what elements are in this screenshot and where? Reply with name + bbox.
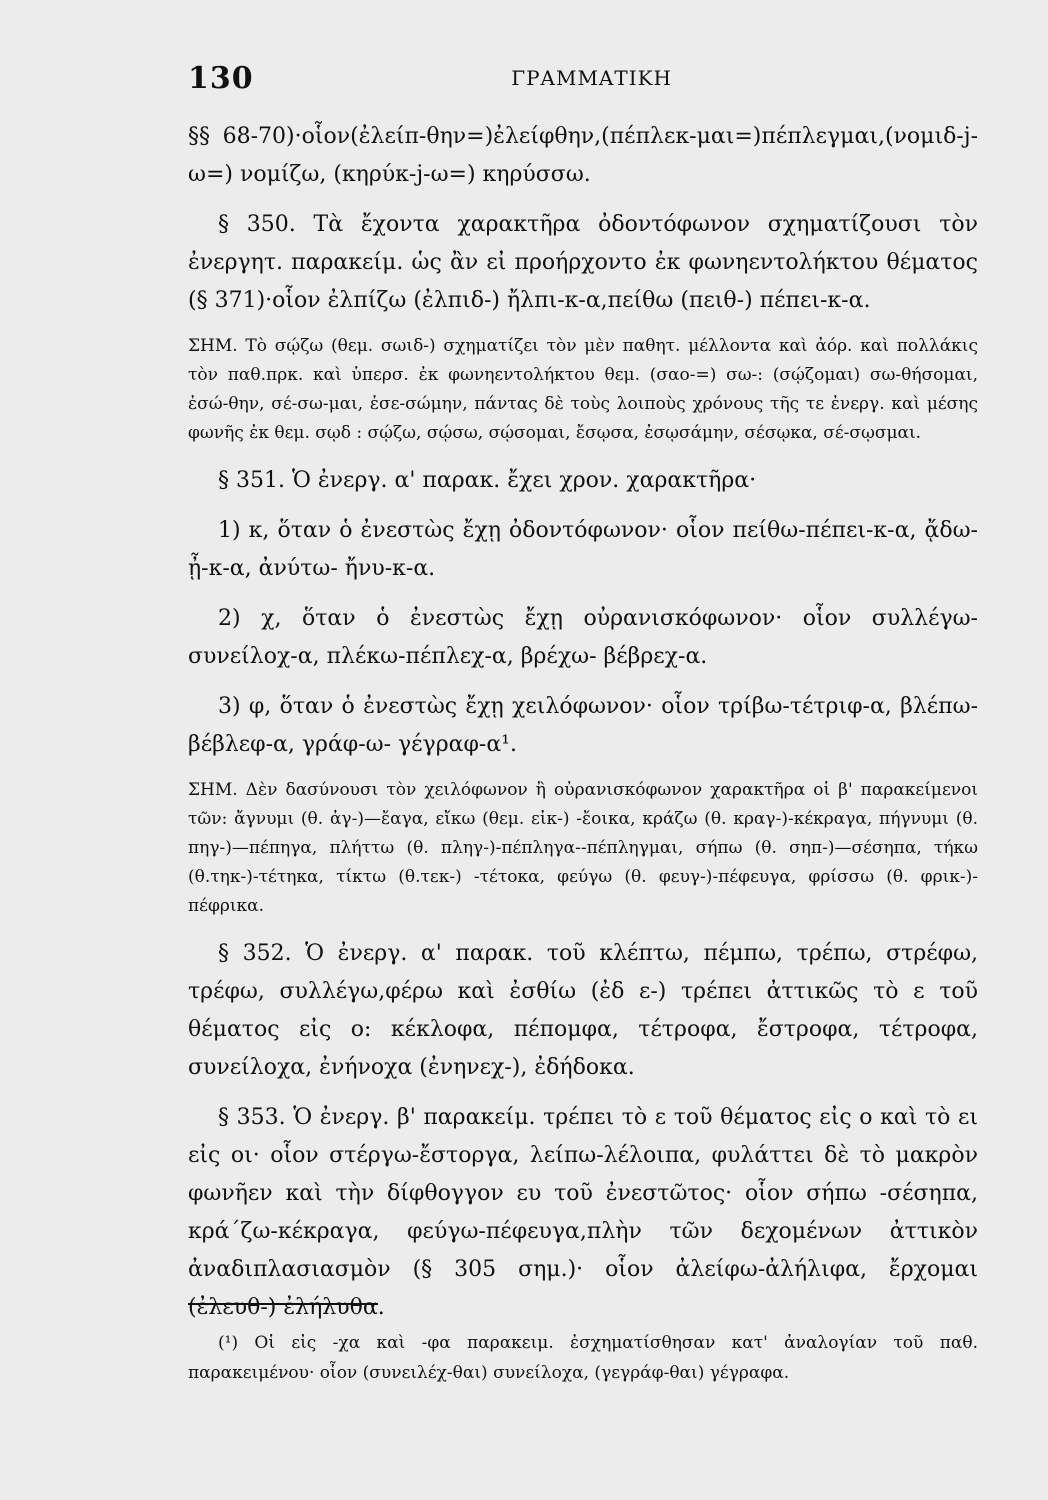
footnote: (¹) Οἱ εἰς -χα καὶ -φα παρακειμ. ἐσχηματίσθησαν κατ' ἀναλογίαν τοῦ παθ. παρακειμένου· οἷον (συνειλέχ-θαι) συνείλοχα, (γεγράφ-θαι) γέγραφα. <box>188 1333 978 1383</box>
note-350: ΣΗΜ. Τὸ σῴζω (θεμ. σωιδ-) σχηματίζει τὸν μὲν παθητ. μέλλοντα καὶ ἀόρ. καὶ πολλάκις τὸν παθ.πρκ. καὶ ὑπερσ. ἐκ φωνηεντολήκτου θεμ. (σαο-=) σω-: (σῴζομαι) σω-θήσομαι, ἐσώ-θην, σέ-σω-μαι, ἐσε-σώμην, πάντας δὲ τοὺς λοιποὺς χρόνους τῆς τε ἐνεργ. καὶ μέσης φωνῆς ἐκ θεμ. σῳδ : σῴζω, σῴσω, σῴσομαι, ἔσῳσα, ἐσῳσάμην, σέσῳκα, σέ-σῳσμαι. <box>188 336 978 443</box>
paragraph-350: § 350. Τὰ ἔχοντα χαρακτῆρα ὀδοντόφωνον σχηματίζουσι τὸν ἐνεργητ. παρακείμ. ὡς ἂν εἰ προήρχοντο ἐκ φωνηεντολήκτου θέματος (§ 371)·οἷον ἐλπίζω (ἐλπιδ-) ἤλπι-κ-α,πείθω (πειθ-) πέπει-κ-α. <box>188 212 978 313</box>
paragraph-353: § 353. Ὁ ἐνεργ. β' παρακείμ. τρέπει τὸ ε τοῦ θέματος εἰς ο καὶ τὸ ει εἰς οι· οἷον στέργω-ἔστοργα, λείπω-λέλοιπα, φυλάττει δὲ τὸ μακρὸν φωνῆεν καὶ τὴν δίφθογγον ευ τοῦ ἐνεστῶτος· οἷον σήπω -σέσηπα, κρά΄ζω-κέκραγα, φεύγω-πέφευγα,πλὴν τῶν δεχομένων ἀττικὸν ἀναδιπλασιασμὸν (§ 305 σημ.)· οἷον ἀλείφω-ἀλήλιφα, ἔρχομαι (ἐλευθ-) ἐλήλυθα. <box>188 1105 978 1320</box>
page-body <box>188 118 978 1339</box>
running-title: ΓΡΑΜΜΑΤΙΚΗ <box>511 66 672 90</box>
paragraph-351: § 351. Ὁ ἐνεργ. α' παρακ. ἔχει χρον. χαρακτῆρα· <box>218 468 757 493</box>
paragraph-352: § 352. Ὁ ἐνεργ. α' παρακ. τοῦ κλέπτω, πέμπω, τρέπω, στρέφω, τρέφω, συλλέγω,φέρω καὶ ἐσθίω (ἐδ ε-) τρέπει ἀττικῶς τὸ ε τοῦ θέματος εἰς ο: κέκλοφα, πέπομφα, τέτροφα, ἔστροφα, τέτροφα, συνείλοχα, ἐνήνοχα (ἐνηνεχ-), ἐδήδοκα. <box>188 941 978 1080</box>
footnote-divider <box>188 1303 378 1305</box>
paragraph-continuation: §§ 68-70)·οἷον(ἐλείπ-θην=)ἐλείφθην,(πέπλεκ-μαι=)πέπλεγμαι,(νομιδ-j-ω=) νομίζω, (κηρύκ-j-ω=) κηρύσσω. <box>188 124 978 187</box>
paragraph-351-item-2: 2) χ, ὅταν ὁ ἐνεστὼς ἔχῃ οὐρανισκόφωνον· οἷον συλλέγω-συνείλοχ-α, πλέκω-πέπλεχ-α, βρέχω- βέβρεχ-α. <box>188 606 978 669</box>
paragraph-351-item-1: 1) κ, ὅταν ὁ ἐνεστὼς ἔχῃ ὀδοντόφωνον· οἷον πείθω-πέπει-κ-α, ᾄδω- ᾖ-κ-α, ἀνύτω- ἤνυ-κ-α. <box>188 518 978 581</box>
paragraph-351-item-3: 3) φ, ὅταν ὁ ἐνεστὼς ἔχῃ χειλόφωνον· οἷον τρίβω-τέτριφ-α, βλέπω- βέβλεφ-α, γράφ-ω- γέγραφ-α¹. <box>188 694 978 757</box>
page-number: 130 <box>188 60 254 96</box>
note-351: ΣΗΜ. Δὲν δασύνουσι τὸν χειλόφωνον ἢ οὐρανισκόφωνον χαρακτῆρα οἱ β' παρακείμενοι τῶν: ἄγνυμι (θ. ἀγ-)—ἔαγα, εἴκω (θεμ. εἰκ-) -ἔοικα, κράζω (θ. κραγ-)-κέκραγα, πήγνυμι (θ. πηγ-)—πέπηγα, πλήττω (θ. πληγ-)-πέπληγα--πέπληγμαι, σήπω (θ. σηπ-)—σέσηπα, τήκω (θ.τηκ-)-τέτηκα, τίκτω (θ.τεκ-) -τέτοκα, φεύγω (θ. φευγ-)-πέφευγα, φρίσσω (θ. φρικ-)-πέφρικα. <box>188 780 978 916</box>
page-header <box>188 58 970 98</box>
